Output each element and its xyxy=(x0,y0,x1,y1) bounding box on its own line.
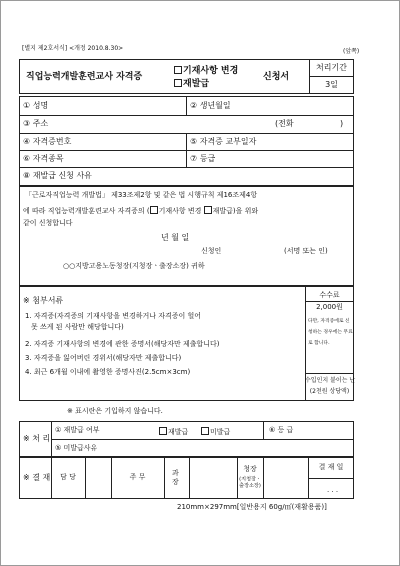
processing-period-label: 처리기간 xyxy=(316,63,347,72)
approval-manager: 과 장 xyxy=(172,469,179,486)
approval-chief: 주 무 xyxy=(129,473,146,481)
title-option-change: 기재사항 변경 xyxy=(174,66,238,76)
fee-label: 수수료 xyxy=(319,291,340,299)
attachment-item2: 2. 자격증 기재사항의 변경에 관한 증명서(해당자만 제출합니다) xyxy=(25,340,220,348)
signature-label: (서명 또는 인) xyxy=(284,247,328,255)
stamp-label: 수입인지 붙이는 난 xyxy=(305,377,356,384)
not-issued-reason: ⑤ 미발급사유 xyxy=(55,444,98,452)
phone-close-paren: ) xyxy=(340,119,344,128)
processing-period-value: 3일 xyxy=(325,80,338,89)
checkbox-icon xyxy=(174,66,182,74)
approval-head-sub: (지청장ㆍ출장소장) xyxy=(239,476,261,489)
fee-note1: 다만, 자격증에로 신 xyxy=(308,318,350,324)
approval-date-label: 결 재 일 xyxy=(318,463,344,471)
statement-date: 년 월 일 xyxy=(161,233,190,242)
field-issue-date: ⑤ 자격증 교부일자 xyxy=(190,137,257,146)
checkbox-icon xyxy=(204,206,212,214)
statement-line1: 「근로자직업능력 개발법」 제33조제2항 및 같은 법 시행규칙 제16조제4항 xyxy=(25,191,258,199)
title-option-reissue: 재발급 xyxy=(174,79,209,89)
stamp-amount: (2천원 상당액) xyxy=(309,388,350,395)
fee-note2: 청하는 경우에는 무료 xyxy=(308,329,353,335)
fee-note3: 로 합니다. xyxy=(308,340,330,346)
field-address: ③ 주소 xyxy=(23,119,49,128)
applicant-label: 신청인 xyxy=(201,247,222,255)
fee-amount: 2,000원 xyxy=(316,303,343,311)
form-number: [별지 제2호서식] <개정 2010.8.30> xyxy=(22,45,124,52)
statement-line2: 에 따라 직업능력개발훈련교사 자격증의 ( 기재사항 변경 재발급)을 위와 xyxy=(23,207,259,215)
approval-label: ※ 결 재 xyxy=(23,473,51,482)
title-suffix: 신청서 xyxy=(263,72,290,82)
office-use-notice: ※ 표시란은 기입하지 않습니다. xyxy=(67,407,163,415)
approval-staff: 담 당 xyxy=(60,473,76,481)
attachment-item3: 3. 자격증을 잃어버린 경위서(해당자만 제출합니다) xyxy=(25,354,182,362)
attachment-item1a: 1. 자격증(자격증의 기재사항을 변경하거나 자격증이 헐어 xyxy=(25,312,202,320)
page-side-note: (앞쪽) xyxy=(343,48,360,55)
attachments-title: ※ 첨부서류 xyxy=(23,296,64,305)
field-birth: ② 생년월일 xyxy=(190,101,231,110)
attachment-item1b: 못 쓰게 된 사람만 해당합니다) xyxy=(31,323,124,331)
reissue-question: ① 재발급 여부 xyxy=(55,426,100,434)
attachment-item4: 4. 최근 6개월 이내에 촬영한 증명사진(2.5cm×3cm) xyxy=(25,368,191,376)
approval-head: 청장 xyxy=(243,465,257,473)
statement-line3: 같이 신청합니다 xyxy=(23,219,73,227)
option-not-issued: 미발급 xyxy=(201,427,230,436)
checkbox-icon xyxy=(201,427,209,435)
form-title: 직업능력개발훈련교사 자격증 xyxy=(26,72,143,82)
field-cert-no: ④ 자격증번호 xyxy=(23,137,72,146)
checkbox-icon xyxy=(150,206,158,214)
field-name: ① 성명 xyxy=(23,101,49,110)
paper-spec: 210mm×297mm[일반용지 60g/㎡(재활용품)] xyxy=(177,503,327,511)
field-grade: ⑦ 등급 xyxy=(190,154,216,163)
option-reissued: 재발급 xyxy=(159,427,188,436)
field-reissue-reason: ⑧ 재발급 신청 사유 xyxy=(23,171,92,180)
processing-label: ※ 처 리 xyxy=(23,434,51,443)
field-cert-type: ⑥ 자격종목 xyxy=(23,154,64,163)
addressee: ○○지방고용노동청장(지청장ㆍ출장소장) 귀하 xyxy=(63,262,205,270)
field-phone: (전화 xyxy=(275,119,294,128)
approval-date-value: . . . xyxy=(327,486,339,494)
checkbox-icon xyxy=(159,427,167,435)
processing-grade: ⑥ 등 급 xyxy=(269,426,294,434)
checkbox-icon xyxy=(174,79,182,87)
